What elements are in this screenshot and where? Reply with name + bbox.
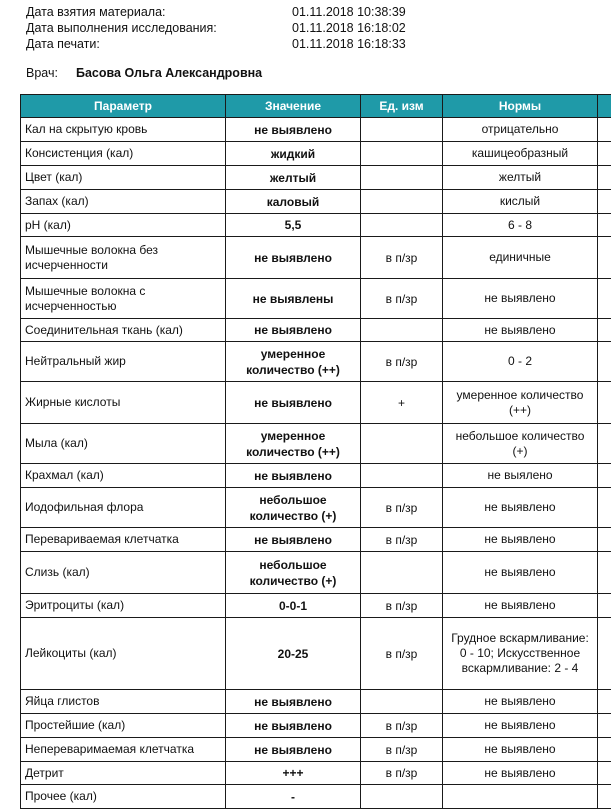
table-row xyxy=(21,714,611,738)
meta-value: 01.11.2018 16:18:33 xyxy=(292,36,406,52)
meta-label: Дата взятия материала: xyxy=(26,4,292,20)
table-row xyxy=(21,118,611,142)
norm-cell: умеренное количество (++) xyxy=(443,382,598,424)
table-row xyxy=(21,488,611,528)
table-row xyxy=(21,166,611,190)
parameter-cell: Мышечные волокна с исчерченностью xyxy=(21,279,226,319)
unit-cell xyxy=(361,464,443,488)
unit-cell: в п/зр xyxy=(361,528,443,552)
parameter-cell: Крахмал (кал) xyxy=(21,464,226,488)
extra-cell xyxy=(598,424,611,464)
results-table xyxy=(20,94,611,809)
value-cell: каловый xyxy=(226,190,361,214)
unit-cell: в п/зр xyxy=(361,594,443,618)
parameter-cell: Лейкоциты (кал) xyxy=(21,618,226,690)
parameter-cell: Мыла (кал) xyxy=(21,424,226,464)
norm-cell: не выявлено xyxy=(443,594,598,618)
table-row xyxy=(21,785,611,809)
extra-cell xyxy=(598,319,611,342)
parameter-cell: Соединительная ткань (кал) xyxy=(21,319,226,342)
unit-cell: в п/зр xyxy=(361,618,443,690)
norm-cell xyxy=(443,785,598,809)
norm-cell: не выявлено xyxy=(443,552,598,594)
value-cell: не выявлены xyxy=(226,279,361,319)
extra-cell xyxy=(598,166,611,190)
unit-cell: в п/зр xyxy=(361,279,443,319)
value-cell: 20-25 xyxy=(226,618,361,690)
extra-cell xyxy=(598,785,611,809)
parameter-cell: Иодофильная флора xyxy=(21,488,226,528)
table-row xyxy=(21,464,611,488)
parameter-cell: Прочее (кал) xyxy=(21,785,226,809)
table-row xyxy=(21,237,611,279)
report-meta xyxy=(26,4,406,52)
norm-cell: не выявлено xyxy=(443,762,598,785)
value-cell: умеренное количество (++) xyxy=(226,424,361,464)
table-row xyxy=(21,738,611,762)
table-row xyxy=(21,552,611,594)
unit-cell xyxy=(361,690,443,714)
parameter-cell: Цвет (кал) xyxy=(21,166,226,190)
value-cell: - xyxy=(226,785,361,809)
norm-cell: не выявлено xyxy=(443,319,598,342)
unit-cell xyxy=(361,142,443,166)
unit-cell: в п/зр xyxy=(361,342,443,382)
value-cell: не выявлено xyxy=(226,714,361,738)
parameter-cell: Консистенция (кал) xyxy=(21,142,226,166)
table-row xyxy=(21,528,611,552)
column-header-extra xyxy=(598,95,611,118)
parameter-cell: Слизь (кал) xyxy=(21,552,226,594)
unit-cell: + xyxy=(361,382,443,424)
meta-value: 01.11.2018 16:18:02 xyxy=(292,20,406,36)
meta-row-exec-date xyxy=(26,20,406,36)
meta-label: Дата выполнения исследования: xyxy=(26,20,292,36)
parameter-cell: Эритроциты (кал) xyxy=(21,594,226,618)
value-cell: 5,5 xyxy=(226,214,361,237)
norm-cell: кашицеобразный xyxy=(443,142,598,166)
unit-cell xyxy=(361,552,443,594)
norm-cell: отрицательно xyxy=(443,118,598,142)
column-header-value: Значение xyxy=(226,95,361,118)
unit-cell: в п/зр xyxy=(361,237,443,279)
value-cell: небольшое количество (+) xyxy=(226,552,361,594)
meta-label: Дата печати: xyxy=(26,36,292,52)
norm-cell: не выявлено xyxy=(443,488,598,528)
unit-cell xyxy=(361,785,443,809)
column-header-parameter: Параметр xyxy=(21,95,226,118)
value-cell: небольшое количество (+) xyxy=(226,488,361,528)
norm-cell: 0 - 2 xyxy=(443,342,598,382)
parameter-cell: Непереваримаемая клетчатка xyxy=(21,738,226,762)
unit-cell xyxy=(361,214,443,237)
norm-cell: кислый xyxy=(443,190,598,214)
extra-cell xyxy=(598,190,611,214)
parameter-cell: Кал на скрытую кровь xyxy=(21,118,226,142)
norm-cell: не выявлено xyxy=(443,738,598,762)
value-cell: 0-0-1 xyxy=(226,594,361,618)
extra-cell xyxy=(598,762,611,785)
extra-cell xyxy=(598,118,611,142)
column-header-norms: Нормы xyxy=(443,95,598,118)
extra-cell xyxy=(598,464,611,488)
norm-cell: небольшое количество (+) xyxy=(443,424,598,464)
value-cell: не выявлено xyxy=(226,690,361,714)
table-row xyxy=(21,762,611,785)
table-row xyxy=(21,190,611,214)
doctor-line xyxy=(26,66,262,80)
value-cell: не выявлено xyxy=(226,528,361,552)
value-cell: не выявлено xyxy=(226,319,361,342)
unit-cell: в п/зр xyxy=(361,714,443,738)
extra-cell xyxy=(598,618,611,690)
parameter-cell: Яйца глистов xyxy=(21,690,226,714)
value-cell: не выявлено xyxy=(226,237,361,279)
unit-cell: в п/зр xyxy=(361,762,443,785)
table-row xyxy=(21,214,611,237)
unit-cell xyxy=(361,190,443,214)
parameter-cell: pH (кал) xyxy=(21,214,226,237)
table-header-row xyxy=(21,95,611,118)
table-row xyxy=(21,690,611,714)
norm-cell: не выявлено xyxy=(443,714,598,738)
table-row xyxy=(21,319,611,342)
extra-cell xyxy=(598,382,611,424)
parameter-cell: Запах (кал) xyxy=(21,190,226,214)
table-row xyxy=(21,142,611,166)
unit-cell xyxy=(361,166,443,190)
extra-cell xyxy=(598,488,611,528)
doctor-label: Врач: xyxy=(26,66,76,80)
extra-cell xyxy=(598,552,611,594)
parameter-cell: Детрит xyxy=(21,762,226,785)
norm-cell: не выявлено xyxy=(443,690,598,714)
norm-cell: 6 - 8 xyxy=(443,214,598,237)
parameter-cell: Нейтральный жир xyxy=(21,342,226,382)
norm-cell: не выявлено xyxy=(443,528,598,552)
unit-cell xyxy=(361,424,443,464)
value-cell: не выявлено xyxy=(226,738,361,762)
value-cell: не выявлено xyxy=(226,464,361,488)
extra-cell xyxy=(598,714,611,738)
extra-cell xyxy=(598,214,611,237)
table-row xyxy=(21,279,611,319)
column-header-unit: Ед. изм xyxy=(361,95,443,118)
unit-cell: в п/зр xyxy=(361,488,443,528)
value-cell: желтый xyxy=(226,166,361,190)
meta-row-print-date xyxy=(26,36,406,52)
table-row xyxy=(21,618,611,690)
extra-cell xyxy=(598,279,611,319)
value-cell: не выявлено xyxy=(226,382,361,424)
table-row xyxy=(21,424,611,464)
extra-cell xyxy=(598,142,611,166)
extra-cell xyxy=(598,237,611,279)
parameter-cell: Простейшие (кал) xyxy=(21,714,226,738)
table-row xyxy=(21,594,611,618)
value-cell: +++ xyxy=(226,762,361,785)
meta-row-sample-date xyxy=(26,4,406,20)
norm-cell: желтый xyxy=(443,166,598,190)
value-cell: жидкий xyxy=(226,142,361,166)
norm-cell: не выялено xyxy=(443,464,598,488)
norm-cell: единичные xyxy=(443,237,598,279)
unit-cell xyxy=(361,319,443,342)
parameter-cell: Перевариваемая клетчатка xyxy=(21,528,226,552)
parameter-cell: Мышечные волокна без исчерченности xyxy=(21,237,226,279)
extra-cell xyxy=(598,594,611,618)
unit-cell xyxy=(361,118,443,142)
doctor-name: Басова Ольга Александровна xyxy=(76,66,262,80)
table-row xyxy=(21,342,611,382)
extra-cell xyxy=(598,690,611,714)
extra-cell xyxy=(598,342,611,382)
norm-cell: Грудное вскармливание: 0 - 10; Искусственное вскармливание: 2 - 4 xyxy=(443,618,598,690)
table-row xyxy=(21,382,611,424)
norm-cell: не выявлено xyxy=(443,279,598,319)
value-cell: не выявлено xyxy=(226,118,361,142)
extra-cell xyxy=(598,738,611,762)
extra-cell xyxy=(598,528,611,552)
meta-value: 01.11.2018 10:38:39 xyxy=(292,4,406,20)
value-cell: умеренное количество (++) xyxy=(226,342,361,382)
unit-cell: в п/зр xyxy=(361,738,443,762)
parameter-cell: Жирные кислоты xyxy=(21,382,226,424)
